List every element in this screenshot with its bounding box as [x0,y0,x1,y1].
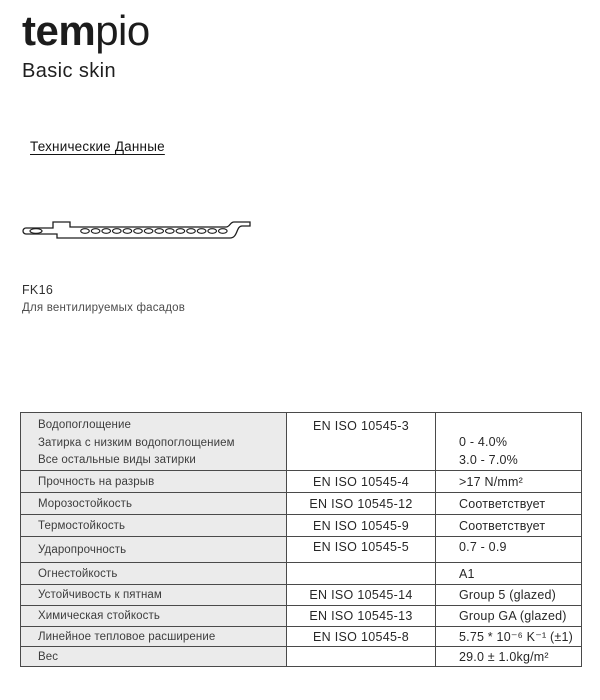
value-spacer [459,417,581,434]
value-cell: Group 5 (glazed) [435,585,581,605]
logo-light-part: pio [95,7,150,54]
property-line: Все остальные виды затирки [38,454,196,466]
table-row-frost-resistance [21,492,581,514]
property-cell: Линейное тепловое расширение [21,627,286,646]
table-row-water-absorption [21,413,581,470]
property-cell: Вес [21,647,286,666]
standard-text: EN ISO 10545-3 [313,419,409,433]
value-cell: 29.0 ± 1.0kg/m² [435,647,581,666]
value-cell: 5.75 * 10⁻⁶ K⁻¹ (±1) [435,627,581,646]
table-row-impact-resistance [21,536,581,562]
value-line: 3.0 - 7.0% [459,452,518,467]
property-cell: Ударопрочность [21,537,286,562]
value-cell: 0.7 - 0.9 [435,537,581,562]
table-row-weight [21,646,581,666]
profile-code: FK16 [22,283,54,297]
standard-cell: EN ISO 10545-12 [286,493,435,514]
standard-cell: EN ISO 10545-13 [286,606,435,626]
standard-cell: EN ISO 10545-9 [286,515,435,536]
table-row-thermal-resistance [21,514,581,536]
table-row-stain-resistance [21,584,581,605]
property-line: Затирка с низким водопоглощением [38,436,235,449]
property-cell: Химическая стойкость [21,606,286,626]
value-cell: >17 N/mm² [435,471,581,492]
property-cell: Морозостойкость [21,493,286,514]
table-row-thermal-expansion [21,626,581,646]
standard-cell [286,413,435,470]
value-cell [435,413,581,470]
standard-cell [286,647,435,666]
property-cell: Прочность на разрыв [21,471,286,492]
standard-cell [286,563,435,584]
logo-bold-part: tem [22,7,96,54]
spec-table [20,412,582,667]
standard-cell: EN ISO 10545-14 [286,585,435,605]
table-row-chemical-resistance [21,605,581,626]
value-cell: Соответствует [435,515,581,536]
value-cell: Соответствует [435,493,581,514]
value-cell: A1 [435,563,581,584]
profile-description: Для вентилируемых фасадов [22,302,186,314]
standard-cell: EN ISO 10545-4 [286,471,435,492]
property-cell: Термостойкость [21,515,286,536]
table-row-fire-resistance [21,562,581,584]
panel-cross-section-icon [22,215,252,243]
property-line: Водопоглощение [38,419,132,431]
standard-cell: EN ISO 10545-5 [286,537,435,562]
table-row-tensile-strength [21,470,581,492]
property-cell [21,413,286,470]
section-heading: Технические Данные [30,139,165,154]
tempio-logo [22,8,150,54]
value-line: 0 - 4.0% [459,435,508,449]
product-name: Basic skin [22,60,117,82]
property-cell: Устойчивость к пятнам [21,585,286,605]
value-cell: Group GA (glazed) [435,606,581,626]
standard-cell: EN ISO 10545-8 [286,627,435,646]
property-cell: Огнестойкость [21,563,286,584]
